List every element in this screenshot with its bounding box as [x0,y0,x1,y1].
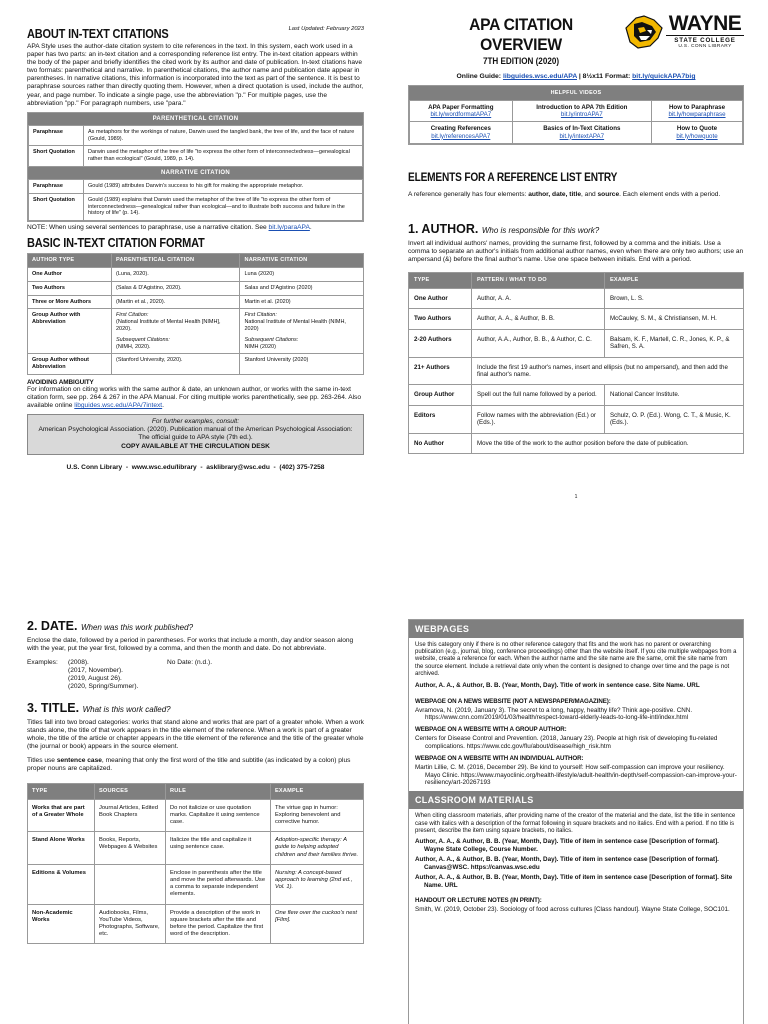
author-heading [408,222,744,236]
basic-narr-cell [240,309,364,354]
ambiguity-title: AVOIDING AMBIGUITY [27,378,94,386]
video-link[interactable]: bit.ly/introAPA7 [560,111,603,119]
video-title: Basics of In-Text Citations [543,125,621,133]
title-rule: Do not italicize or use quotation marks. Capitalize it using sentence case. [166,799,271,832]
further-line2: American Psychological Association. (2020). Publication manual of the American Psychological Association: The official guide to APA style (7th ed.). [38,426,353,442]
date-examples [27,659,364,695]
parenthetical-bar: PARENTHETICAL CITATION [28,113,363,125]
video-link[interactable]: bit.ly/wordformatAPA7 [430,111,492,119]
author-type: Group Author [409,385,472,405]
guide-label: Online Guide: [456,73,503,80]
quadrant-date-title [0,600,384,1024]
about-intro: APA Style uses the author-date citation system to cite references in the text. In this system, each work used in a paper has two parts: an in-text citation and a corresponding reference list entry. The in-text citation appears within the body of the paper and briefly identifies the cited work by its author and date of publication. In-text citations have two formats: parenthetical and narrative. In parenthetical citations, the author name and publication date appear in parentheses. In narrative citations, this information is incorporated into the text as part of the sentence. It is best to paraphrase sources rather than directly quoting them. However, when a direct quotation is used, include the author, year, and page number. To indicate a single page, use the abbreviation "p." For multiple pages, use the abbreviation "pp." For paragraph numbers, use "para." [27,43,364,107]
title-sources: Journal Articles, Edited Book Chapters [95,799,166,832]
narrative-row [29,193,363,220]
elements-b: author, date, title [528,190,581,198]
individual-heading: WEBPAGE ON A WEBSITE WITH AN INDIVIDUAL AUTHOR: [415,755,584,763]
elements-title: ELEMENTS FOR A REFERENCE LIST ENTRY [408,171,618,184]
note-period: . [309,224,312,232]
author-example: Brown, L. S. [605,288,744,308]
basic-row [28,295,364,309]
news-ref: Avramova, N. (2019, January 3). The secret to a long, happy, healthy life? Think age-positive. CNN. https://www.cnn.com/2019/01/03/health/respect-toward-elderly-leads-to-long-life-intl/index.html [415,706,693,722]
narrative-text: Gould (1989) attributes Darwin's success to his gift for making the appropriate metaphor. [84,179,363,193]
video-title: APA Paper Formatting [428,104,494,111]
title-rule: Italicize the title and capitalize it using sentence case. [166,832,271,865]
elements-a: A reference generally has four elements: [408,190,529,198]
video-cell[interactable] [410,122,513,143]
basic-header: PARENTHETICAL CITATION [112,254,240,268]
video-title: Creating References [430,125,491,133]
title-type: Works that are part of a Greater Whole [28,799,95,832]
title-example: The virtue gap in humor: Exploring benevolent and corrective humor. [271,799,364,832]
further-examples-box [27,414,364,454]
videos-row [410,101,743,122]
author-header: TYPE [409,273,472,289]
quadrant-overview [384,0,768,600]
title-example: Nursing: A concept-based approach to learning (2nd ed., Vol. 1). [271,864,364,904]
date-text: Enclose the date, followed by a period in parentheses. For works that include a month, day and/or season along with the year, put the year first, followed by a comma, and then the month and date. Do not abbreviate. [27,637,354,653]
video-link[interactable]: bit.ly/referencesAPA7 [431,132,491,140]
video-title: How to Paraphrase [668,104,726,111]
citation-examples-box [27,112,364,222]
sc-a: Titles use [27,756,57,764]
video-title: How to Quote [676,125,718,133]
title-title: 3. TITLE. [27,701,80,716]
author-pattern: Follow names with the abbreviation (Ed.) or (Eds.). [472,405,605,433]
basic-row [28,281,364,295]
title-sources [95,864,166,904]
narrative-text: Gould (1989) explains that Darwin used the metaphor of the tree of life "to express the other form of interconnectedness—genealogical rather than ecological—and to illustrate both success and failure in the history of life" (p. 14). [84,193,363,220]
subsequent-citation-label: Subsequent Citations: [116,336,170,343]
title-header: TYPE [28,783,95,799]
video-title: Introduction to APA 7th Edition [536,104,628,111]
elements-e: . Each element ends with a period. [619,190,721,198]
author-row [409,309,744,329]
title-example: Adoption-specific therapy: A guide to helping adopted children and their families thrive. [271,832,364,865]
videos-row [410,122,743,143]
basic-row [28,309,364,354]
date-heading [27,619,364,633]
elements-c: , and [581,190,598,198]
title-type: Non-Academic Works [28,904,95,944]
parenthetical-label: Short Quotation [29,146,84,167]
title-rule: Enclose in parenthesis after the title and move the period afterwards. Use a comma to separate independent elements. [166,864,271,904]
date-title: 2. DATE. [27,619,78,633]
further-line1: For further examples, consult: [151,418,240,426]
title-type: Stand Alone Works [28,832,95,865]
wildcat-logo-icon [624,14,664,52]
basic-format-title: BASIC IN-TEXT CITATION FORMAT [27,236,205,251]
sentence-case-text [27,757,364,773]
first-citation: (National Institute of Mental Health [NIMH], 2020). [116,319,221,332]
author-pattern: Move the title of the work to the author position before the date of publication. [472,433,744,453]
basic-paren-cell: (Salas & D'Agistino, 2020). [112,281,240,295]
webpages-text: Use this category only if there is no other reference category that fits and the work has no parent or overarching publication (e.g., journal, blog, conference proceedings) other than the website itself. If you cite multiple webpages from a website, create a reference for each. When the author name and the site name are the same, omit the site name from the source element. Include a retrieval date only when the content is designed to change over time and the page is not archived. [415,642,737,677]
parenthetical-label: Paraphrase [29,125,84,146]
video-link[interactable]: bit.ly/howparaphrase [668,111,726,119]
first-citation: National Institute of Mental Health (NIMH, 2020) [244,319,346,332]
author-header: PATTERN / WHAT TO DO [472,273,605,289]
logo-state-college: STATE COLLEGE [666,35,744,44]
video-cell[interactable] [410,101,513,122]
library-footer: U.S. Conn Library - www.wsc.edu/library - asklibrary@wsc.edu - (402) 375-7258 [66,463,325,471]
title-row [28,904,364,944]
title-question: What is this work called? [82,705,171,715]
title-heading [27,701,364,715]
video-cell[interactable] [512,122,651,143]
ambiguity-text [27,386,364,410]
author-pattern: Author, A. A., & Author, B. B. [472,309,605,329]
basic-author-type: One Author [28,268,112,282]
basic-narr-cell: Salas and D'Agistino (2020) [240,281,364,295]
basic-author-type: Two Authors [28,281,112,295]
title-sources: Books, Reports, Webpages & Websites [95,832,166,865]
author-example: Schulz, O. P. (Ed.). Wong, C. T., & Music, K. (Eds.). [605,405,744,433]
guide-link[interactable]: libguides.wsc.edu/APA [502,73,577,80]
author-type: No Author [409,433,472,453]
author-row [409,433,744,453]
logo-wordmark: WAYNE [668,12,742,35]
basic-format-table [27,253,364,375]
group-heading: WEBPAGE ON A WEBSITE WITH A GROUP AUTHOR: [415,726,567,734]
author-title: 1. AUTHOR. [408,221,479,236]
title-row [28,832,364,865]
videos-bar: HELPFUL VIDEOS [409,86,743,100]
subsequent-citation: (NIMH, 2020). [116,343,151,350]
video-link[interactable]: bit.ly/intextAPA7 [559,132,605,140]
webpages-bar: WEBPAGES [409,620,743,638]
quadrant-webpages [384,600,768,1024]
basic-author-type: Group Author with Abbreviation [28,309,112,354]
first-citation-label: First Citation: [244,312,277,319]
online-guide-line [408,73,744,80]
title-row [28,799,364,832]
classroom-format: Author, A. A., & Author, B. B. (Year, Month, Day). Title of item in sentence case [Description of format]. Wayne State College, Course Number. [415,838,719,853]
title-example: One flew over the cuckoo's nest [Film]. [271,904,364,944]
date-example: (2008). [68,659,89,667]
author-example: Balsam, K. F., Martell, C. R., Jones, K. P., & Safren, S. A. [605,329,744,357]
author-example: McCauley, S. M., & Christiansen, M. H. [605,309,744,329]
basic-header: AUTHOR TYPE [28,254,112,268]
format-label: | 8½x11 Format: [576,73,633,80]
author-pattern: Include the first 19 author's names, insert and ellipsis (but no ampersand), and then add the final author's name. [472,357,744,385]
webpages-format: Author, A. A., & Author, B. B. (Year, Month, Day). Title of work in sentence case. Site Name. URL [415,682,700,690]
parenthetical-text: Darwin used the metaphor of the tree of life "to express the other form of interconnectedness—genealogical rather than ecological" (Gould, 1989, p. 14). [84,146,363,167]
title-header: RULE [166,783,271,799]
classroom-format: Author, A. A., & Author, B. B. (Year, Month, Day). Title of item in sentence case [Description of format]. Site Name. URL [415,874,733,890]
parenthetical-text: As metaphors for the workings of nature, Darwin used the tangled bank, the tree of life, and the face of nature (Gould, 1989). [84,125,363,146]
title-row [28,864,364,904]
parenthetical-row [29,125,363,146]
author-type: 21+ Authors [409,357,472,385]
subsequent-citation-label: Subsequent Citations: [244,336,299,343]
video-cell[interactable] [652,122,743,143]
narrative-row [29,179,363,193]
subsequent-citation: NIMH (2020) [244,343,276,350]
examples-label: Examples: [27,659,58,667]
author-pattern: Author, A.A., Author, B. B., & Author, C. C. [472,329,605,357]
classroom-bar: CLASSROOM MATERIALS [409,791,743,809]
overview-header [408,12,744,66]
basic-narr-cell: Martin et al. (2020) [240,295,364,309]
first-citation-label: First Citation: [116,312,149,319]
video-cell[interactable] [512,101,651,122]
author-question: Who is responsible for this work? [481,225,600,235]
author-header: EXAMPLE [605,273,744,289]
elements-d: source [597,190,620,198]
title-type: Editions & Volumes [28,864,95,904]
sc-b: sentence case [56,756,102,764]
author-text: Invert all individual authors' names, providing the surname first, followed by a comma and the initials. Use a comma to separate an author's initials from additional author names, even when there are only two authors; use an ampersand (&) before the final author's name. Use one space between initials. End with a period. [408,239,744,264]
title-header: SOURCES [95,783,166,799]
video-link[interactable]: bit.ly/howquote [676,132,718,140]
title-text: Titles fall into two broad categories: works that stand alone and works that are part of a greater whole. When a work stands alone, the title of that work appears in the title element of the reference. When a work is part of a greater whole, the title of the article or chapter appears in the title element of the reference and the title of the greater whole (the journal or book) appears in the source element. [27,719,364,751]
date-example: (2017, November). [68,667,123,675]
wayne-logo [624,13,744,53]
title-header: EXAMPLE [271,783,364,799]
sc-c: , meaning that only the first word of the title and subtitle (as indicated by a colon) plus proper nouns are capitalized. [27,756,351,772]
basic-narr-cell: Luna (2020) [240,268,364,282]
basic-row [28,268,364,282]
author-row [409,329,744,357]
page-number: 1 [574,494,578,501]
title-rule: Provide a description of the work in square brackets after the title and before the period. Capitalize the first word of the description. [166,904,271,944]
handout-heading: HANDOUT OR LECTURE NOTES (IN PRINT): [415,896,542,904]
last-updated: Last Updated: February 2023 [288,26,364,32]
about-title: ABOUT IN-TEXT CITATIONS [27,27,169,41]
basic-paren-cell: (Martin et al., 2020). [112,295,240,309]
title-table [27,783,364,945]
author-row [409,288,744,308]
narrative-label: Paraphrase [29,179,84,193]
author-type: One Author [409,288,472,308]
author-type: Editors [409,405,472,433]
basic-row [28,354,364,375]
basic-narr-cell: Stanford University (2020) [240,354,364,375]
handout-ref: Smith, W. (2019, October 23). Sociology of food across cultures [Class handout]. Wayne State College, SOC101. [415,905,730,913]
logo-library: U.S. CONN LIBRARY [678,44,732,49]
author-pattern: Author, A. A. [472,288,605,308]
individual-ref: Martin Lillie, C. M. (2016, December 29). Be kind to yourself: How self-compassion can improve your resiliency. Mayo Clinic. https://www.mayoclinic.org/health-lifestyle/adult-health/in-depth/self-compassion-can-improve-your-resiliency/art-20267193 [415,764,737,787]
note-body: NOTE: When using several sentences to paraphrase, use a narrative citation. See [27,224,269,232]
group-ref: Centers for Disease Control and Prevention. (2018, January 23). People at high risk of developing flu-related complications. https://www.cdc.gov/flu/about/disease/high_risk.htm [415,735,718,750]
author-row [409,357,744,385]
format-link[interactable]: bit.ly/quickAPA7big [632,73,696,80]
basic-header: NARRATIVE CITATION [240,254,364,268]
overview-edition: 7TH EDITION (2020) [482,56,560,66]
author-type: 2-20 Authors [409,329,472,357]
classroom-text: When citing classroom materials, after providing name of the creator of the material and the date, list the title in sentence case with italics with a description of the format following in square brackets and no italics. End with a period. If no title is present, describe the item using square brackets, no italics. [415,813,736,834]
ambiguity-period: . [162,402,164,410]
author-table [408,272,744,454]
note-link[interactable]: bit.ly/paraAPA [268,224,310,232]
narrative-bar: NARRATIVE CITATION [28,167,363,179]
date-example: (2019, August 26). [68,675,122,683]
author-pattern: Spell out the full name followed by a period. [472,385,605,405]
further-line3: COPY AVAILABLE AT THE CIRCULATION DESK [121,442,270,450]
basic-author-type: Three or More Authors [28,295,112,309]
author-row [409,405,744,433]
news-heading: WEBPAGE ON A NEWS WEBSITE (NOT A NEWSPAPER/MAGAZINE): [415,697,611,705]
parenthetical-table [28,125,363,167]
ambiguity-link[interactable]: libguides.wsc.edu/APA/7intext [74,402,163,410]
ambiguity-body: For information on citing works with the same author & date, an unknown author, or works with the same in-text citation form, see pp. 264 & 267 in the APA Manual. For citing multiple works parenthetically, see pp. 263-264. Also available online [27,385,362,410]
helpful-videos-box [408,85,744,145]
note-text [27,224,364,232]
basic-paren-cell: (Luna, 2020). [112,268,240,282]
quadrant-in-text-citations [0,0,384,600]
elements-text [408,191,744,199]
overview-title: APA CITATION OVERVIEW [469,15,573,54]
date-question: When was this work published? [80,623,194,632]
author-example: National Cancer Institute. [605,385,744,405]
video-cell[interactable] [652,101,743,122]
parenthetical-row [29,146,363,167]
videos-table [409,100,743,144]
no-date: No Date: (n.d.). [167,659,213,667]
basic-paren-cell: (Stanford University, 2020). [112,354,240,375]
basic-paren-cell [112,309,240,354]
classroom-format: Author, A. A., & Author, B. B. (Year, Month, Day). Title of item in sentence case [Description of format]. Canvas@WSC. https://canvas.wsc.edu [415,856,719,871]
author-type: Two Authors [409,309,472,329]
date-example: (2020, Spring/Summer). [68,683,139,691]
author-row [409,385,744,405]
narrative-table [28,179,363,221]
title-sources: Audiobooks, Films, YouTube Videos, Photographs, Software, etc. [95,904,166,944]
narrative-label: Short Quotation [29,193,84,220]
basic-author-type: Group Author without Abbreviation [28,354,112,375]
